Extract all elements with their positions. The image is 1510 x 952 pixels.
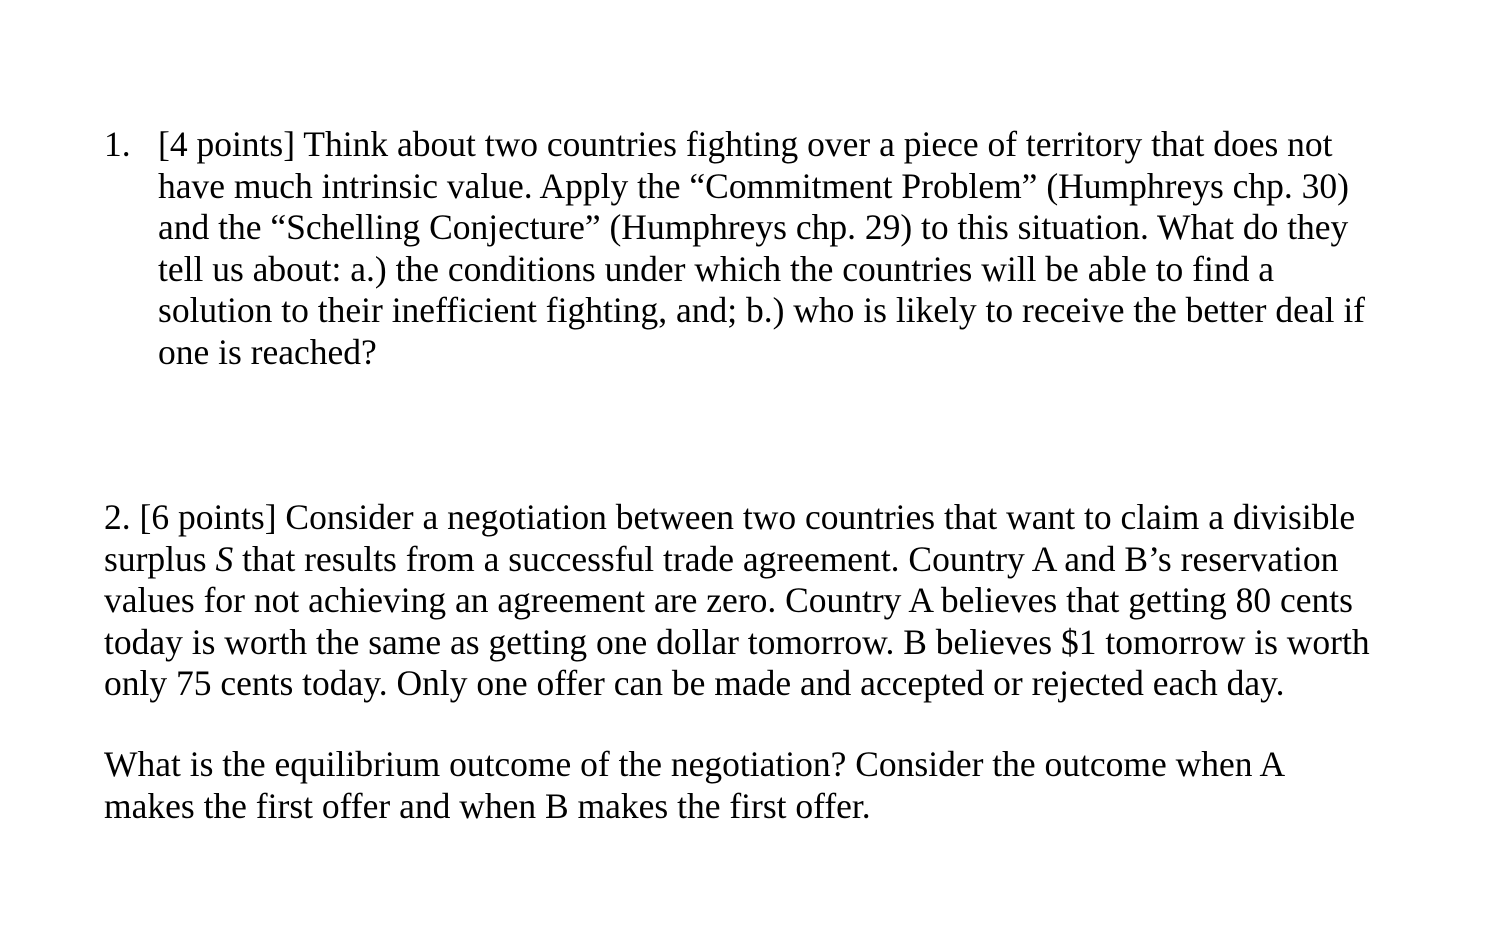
- question-2-followup-line: What is the equilibrium outcome of the negotiation? Consider the outcome when A: [104, 744, 1286, 784]
- question-2-text: surplus: [104, 538, 216, 579]
- question-1-line: and the “Schelling Conjecture” (Humphreys chp. 29) to this situation. What do they: [158, 207, 1349, 247]
- question-2-followup: [104, 744, 1285, 827]
- question-1-line: tell us about: a.) the conditions under which the countries will be able to find a: [158, 248, 1274, 289]
- question-2-text: that results from a successful trade agreement. Country A and B’s reservation: [233, 538, 1339, 579]
- surplus-variable: S: [215, 538, 234, 579]
- question-2-line: only 75 cents today. Only one offer can be made and accepted or rejected each day.: [104, 663, 1285, 703]
- question-1-line: one is reached?: [158, 331, 377, 372]
- question-2-line: [104, 539, 1370, 581]
- question-1-number: 1.: [104, 124, 131, 164]
- question-2-line: values for not achieving an agreement are zero. Country A believes that getting 80 cents: [104, 580, 1353, 620]
- question-2-line: 2. [6 points] Consider a negotiation between two countries that want to claim a divisible: [104, 497, 1356, 537]
- question-1-line: solution to their inefficient fighting, and; b.) who is likely to receive the better deal if: [158, 290, 1365, 330]
- question-2: [104, 497, 1370, 705]
- question-2-line: today is worth the same as getting one dollar tomorrow. B believes $1 tomorrow is worth: [104, 621, 1370, 662]
- question-1-line: have much intrinsic value. Apply the “Commitment Problem” (Humphreys chp. 30): [158, 165, 1349, 206]
- question-1-line: [4 points] Think about two countries fighting over a piece of territory that does not: [158, 124, 1333, 164]
- question-1-text: [158, 124, 1365, 373]
- question-2-followup-line: makes the first offer and when B makes the first offer.: [104, 785, 871, 826]
